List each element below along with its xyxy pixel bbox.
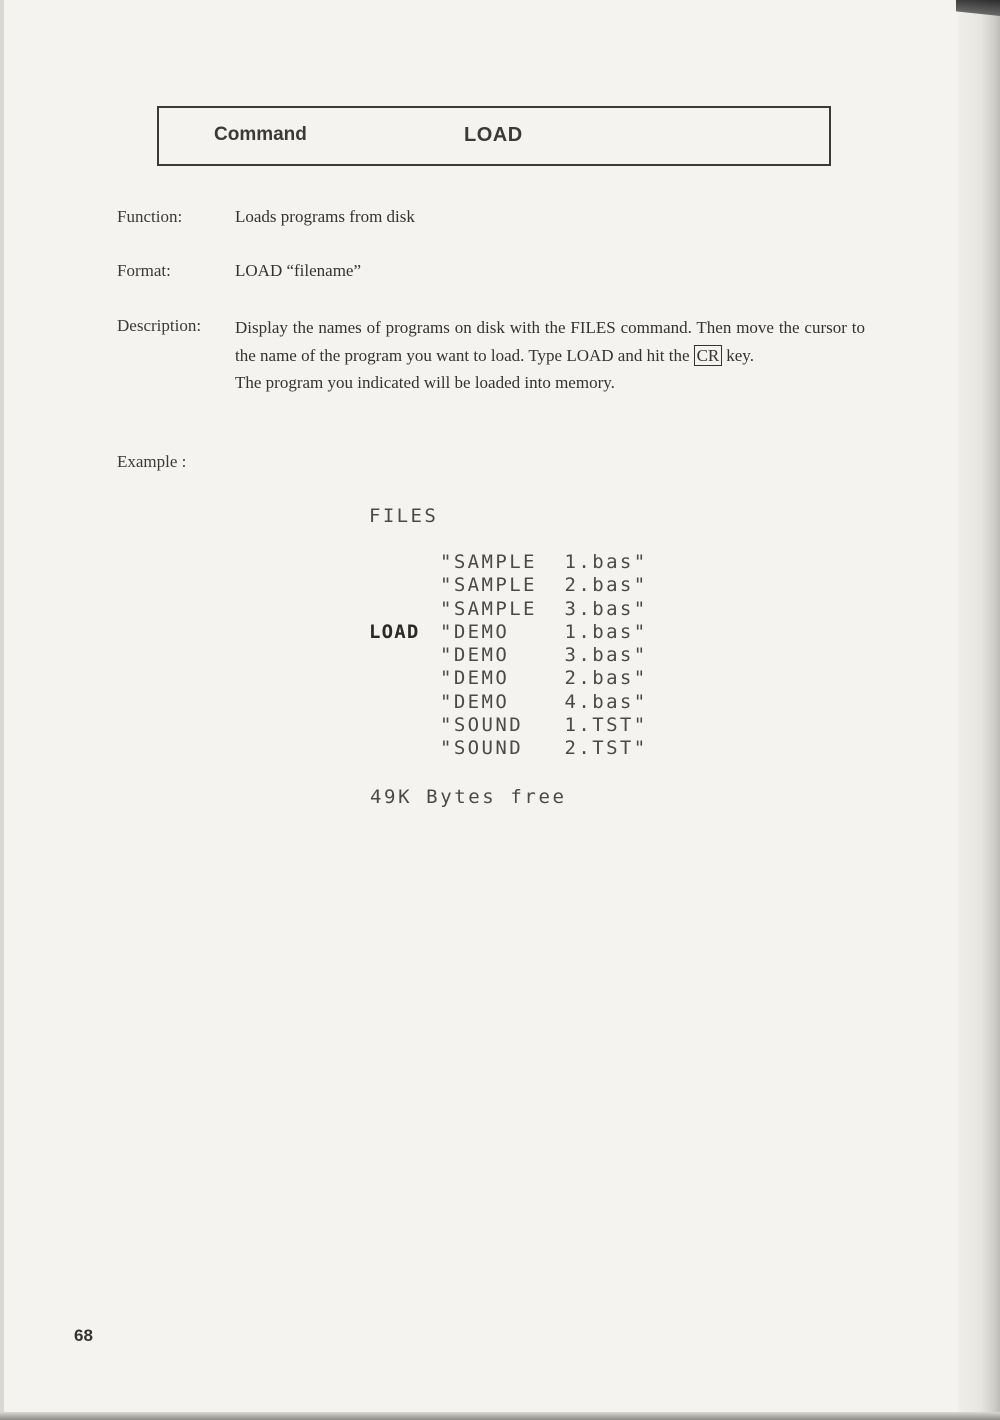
file-item: "SAMPLE 1.bas" (440, 551, 648, 573)
file-item: "DEMO 4.bas" (440, 690, 648, 713)
file-item: "DEMO 2.bas" (440, 667, 648, 690)
page-number: 68 (74, 1326, 93, 1345)
page-corner-fold (956, 0, 1000, 16)
function-text: Loads programs from disk (235, 207, 415, 226)
description-line-1-end: key. (726, 345, 754, 365)
page-binding-shadow (958, 0, 1000, 1420)
description-body (235, 314, 865, 397)
description-line-2: The program you indicated will be loaded into memory. (235, 373, 615, 392)
example-label: Example : (117, 452, 187, 471)
free-space-readout: 49K Bytes free (370, 786, 567, 808)
page-edge-left (0, 0, 4, 1420)
description-paragraph (235, 314, 865, 369)
description-label: Description: (117, 316, 202, 335)
function-label: Function: (117, 207, 183, 226)
file-item: "DEMO 3.bas" (440, 644, 648, 667)
file-list (440, 551, 648, 761)
command-header-box (157, 106, 831, 166)
format-text: LOAD “filename” (235, 261, 362, 280)
file-item: "SAMPLE 3.bas" (440, 597, 648, 620)
file-item: "DEMO 1.bas" (440, 620, 648, 643)
format-label: Format: (117, 261, 171, 280)
cr-key-glyph: CR (694, 345, 723, 366)
command-label: Command (214, 124, 307, 145)
command-name: LOAD (464, 124, 523, 146)
description-line-1: Display the names of programs on disk with the FILES command. Then move the cursor to the name of the program you want to load. Type LOAD and hit the (235, 318, 865, 365)
file-item: "SOUND 1.TST" (440, 714, 648, 737)
load-keyword: LOAD (369, 621, 420, 643)
file-item: "SOUND 2.TST" (440, 737, 648, 760)
file-item: "SAMPLE 2.bas" (440, 574, 648, 597)
page-edge-bottom (0, 1412, 1000, 1420)
files-command: FILES (369, 505, 439, 527)
